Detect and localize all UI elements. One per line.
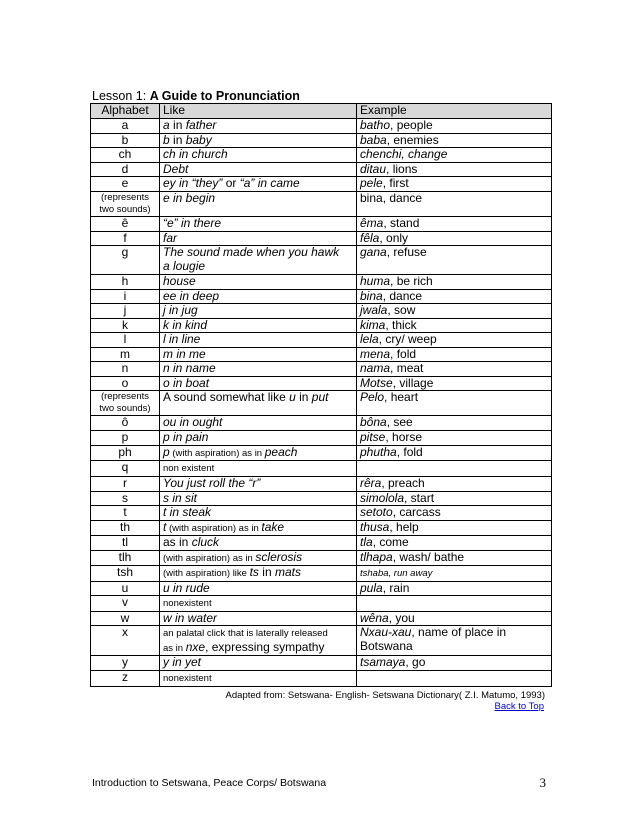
table-row (91, 506, 552, 521)
example-cell (357, 520, 552, 536)
text-segment: , refuse (386, 245, 427, 259)
example-cell (357, 304, 552, 319)
letter-cell: g (91, 246, 160, 275)
pronunciation-table (90, 103, 552, 687)
text-segment: , thick (385, 318, 417, 332)
like-cell (160, 536, 357, 551)
example-cell (357, 275, 552, 290)
letter-cell: h (91, 275, 160, 290)
table-row (91, 191, 552, 216)
text-segment: cluck (191, 535, 220, 549)
text-segment: n in name (163, 361, 216, 375)
example-cell (357, 119, 552, 134)
text-segment: tlhapa (360, 550, 393, 564)
like-cell (160, 376, 357, 391)
text-segment: sclerosis (255, 550, 303, 564)
text-segment: s in sit (163, 491, 198, 505)
letter-cell: th (91, 520, 160, 536)
text-segment: bina, dance (360, 191, 423, 205)
text-segment: father (185, 118, 217, 132)
text-segment: an palatal click that is laterally released (163, 628, 328, 639)
like-cell (160, 550, 357, 566)
text-segment: , village (392, 376, 434, 390)
like-cell (160, 333, 357, 348)
like-cell (160, 671, 357, 687)
text-segment: nxe (185, 639, 206, 654)
like-cell (160, 566, 357, 582)
table-row (91, 333, 552, 348)
letter-cell: (represents two sounds) (91, 191, 160, 216)
table-row (91, 431, 552, 446)
table-row (91, 304, 552, 319)
text-segment: take (261, 520, 285, 534)
like-cell (160, 275, 357, 290)
table-row (91, 162, 552, 177)
text-segment: in (169, 118, 186, 132)
letter-cell: tlh (91, 550, 160, 566)
letter-cell: t (91, 506, 160, 521)
letter-cell: s (91, 491, 160, 506)
text-segment: house (163, 274, 196, 288)
text-segment: “e” in there (163, 216, 222, 230)
text-segment: , first (382, 176, 409, 190)
text-segment: batho (360, 118, 391, 132)
text-segment: j in jug (163, 303, 198, 317)
text-segment: , stand (383, 216, 420, 230)
example-cell (357, 416, 552, 431)
table-row (91, 362, 552, 377)
table-header-row (91, 104, 552, 119)
example-cell (357, 133, 552, 148)
example-cell (357, 596, 552, 612)
letter-cell: tl (91, 536, 160, 551)
table-row (91, 596, 552, 612)
example-cell (357, 445, 552, 461)
text-segment: (with aspiration) as in (163, 552, 256, 564)
table-row (91, 611, 552, 626)
text-segment: baby (185, 133, 212, 147)
text-segment: , sow (387, 303, 416, 317)
text-segment: nonexistent (163, 598, 212, 609)
text-segment: , lions (386, 162, 418, 176)
example-cell (357, 318, 552, 333)
like-cell (160, 581, 357, 596)
example-cell (357, 376, 552, 391)
letter-cell: e (91, 177, 160, 192)
text-segment: y in yet (163, 655, 202, 669)
text-segment: ou in ought (163, 415, 223, 429)
text-segment: t (163, 520, 167, 534)
example-cell (357, 148, 552, 163)
text-segment: or (222, 176, 240, 190)
letter-cell: k (91, 318, 160, 333)
text-segment: wêna (360, 611, 389, 625)
text-segment: tshaba, run away (360, 568, 433, 579)
table-row (91, 246, 552, 275)
source-credit: Adapted from: Setswana- English- Setswana Dictionary( Z.I. Matumo, 1993) (225, 690, 545, 701)
text-segment: in (258, 565, 275, 579)
table-row (91, 461, 552, 477)
text-segment: tsamaya (360, 655, 406, 669)
text-segment: in (169, 133, 186, 147)
text-segment: bina (360, 289, 383, 303)
example-cell (357, 550, 552, 566)
text-segment: A sound somewhat like (163, 390, 290, 404)
text-segment: fêla (360, 231, 380, 245)
letter-cell: d (91, 162, 160, 177)
letter-cell: ô (91, 416, 160, 431)
example-cell (357, 191, 552, 216)
text-segment: , expressing sympathy (205, 639, 325, 654)
example-cell (357, 347, 552, 362)
like-cell (160, 347, 357, 362)
example-cell (357, 626, 552, 656)
text-segment: , name of place in (411, 625, 507, 639)
lesson-title-prefix: Lesson 1: (92, 89, 150, 103)
text-segment: ch in church (163, 147, 228, 161)
text-segment: Nxau-xau (360, 625, 412, 639)
letter-cell: v (91, 596, 160, 612)
like-cell (160, 491, 357, 506)
like-cell (160, 133, 357, 148)
like-cell (160, 216, 357, 231)
lesson-title-main: A Guide to Pronunciation (149, 89, 300, 103)
text-segment: , meat (390, 361, 424, 375)
text-segment: , fold (390, 347, 417, 361)
text-segment: peach (264, 445, 298, 459)
like-cell (160, 191, 357, 216)
text-segment: as in (163, 642, 186, 654)
text-segment: baba (360, 133, 387, 147)
text-segment: ee in deep (163, 289, 220, 303)
letter-cell: f (91, 231, 160, 246)
text-segment: , start (404, 491, 435, 505)
text-segment: , come (372, 535, 409, 549)
table-row (91, 177, 552, 192)
text-segment: , preach (381, 476, 425, 490)
example-cell (357, 431, 552, 446)
text-segment: (with aspiration) as in (169, 447, 265, 459)
letter-cell: u (91, 581, 160, 596)
letter-cell: r (91, 476, 160, 491)
letter-cell: m (91, 347, 160, 362)
letter-cell: i (91, 289, 160, 304)
text-segment: (with aspiration) like (163, 568, 250, 579)
like-cell (160, 611, 357, 626)
example-cell (357, 536, 552, 551)
like-cell (160, 431, 357, 446)
example-cell (357, 656, 552, 671)
table-row (91, 671, 552, 687)
text-segment: ditau (360, 162, 387, 176)
text-segment: non existent (163, 463, 215, 474)
example-cell (357, 491, 552, 506)
text-segment: , dance (382, 289, 423, 303)
like-cell (160, 391, 357, 416)
text-segment: pele (360, 176, 383, 190)
lesson-title (92, 89, 300, 103)
text-segment: kima (360, 318, 386, 332)
example-cell (357, 611, 552, 626)
text-segment: far (163, 231, 178, 245)
text-segment: w in water (163, 611, 218, 625)
back-to-top-link[interactable]: Back to Top (494, 701, 544, 712)
like-cell (160, 318, 357, 333)
example-cell (357, 231, 552, 246)
text-segment: setoto (360, 505, 393, 519)
table-row (91, 318, 552, 333)
table-row (91, 416, 552, 431)
header-alphabet: Alphabet (91, 104, 160, 119)
table-body (91, 119, 552, 687)
table-row (91, 391, 552, 416)
text-segment: huma (360, 274, 391, 288)
text-segment: m in me (163, 347, 206, 361)
text-segment: a lougie (163, 258, 206, 273)
text-segment: ts (249, 565, 259, 579)
text-segment: put (311, 390, 329, 404)
text-segment: b (163, 133, 170, 147)
table-row (91, 231, 552, 246)
text-segment: Pelo (360, 390, 385, 404)
table-row (91, 119, 552, 134)
text-segment: l in line (163, 332, 201, 346)
letter-cell: ch (91, 148, 160, 163)
table-row (91, 376, 552, 391)
table-row (91, 133, 552, 148)
text-segment: The sound made when you hawk (163, 245, 340, 259)
text-segment: a (163, 118, 170, 132)
example-cell (357, 671, 552, 687)
example-cell (357, 246, 552, 275)
text-segment: , carcass (392, 505, 441, 519)
text-segment: rêra (360, 476, 382, 490)
table-row (91, 216, 552, 231)
text-segment: as in (163, 535, 192, 549)
table-row (91, 289, 552, 304)
letter-cell: (represents two sounds) (91, 391, 160, 416)
text-segment: p in pain (163, 430, 209, 444)
example-cell (357, 162, 552, 177)
example-cell (357, 506, 552, 521)
table-row (91, 581, 552, 596)
letter-cell: y (91, 656, 160, 671)
text-segment: simolola (360, 491, 405, 505)
text-segment: pula (360, 581, 383, 595)
text-segment: ey in “they” (163, 176, 223, 190)
text-segment: t in steak (163, 505, 212, 519)
letter-cell: x (91, 626, 160, 656)
text-segment: gana (360, 245, 387, 259)
text-segment: nama (360, 361, 391, 375)
text-segment: pitse (360, 430, 386, 444)
text-segment: “a” in came (239, 176, 300, 190)
text-segment: in (295, 390, 312, 404)
text-segment: mats (274, 565, 301, 579)
table-row (91, 656, 552, 671)
header-example: Example (357, 104, 552, 119)
text-segment: u (289, 390, 296, 404)
text-segment: , enemies (386, 133, 439, 147)
like-cell (160, 231, 357, 246)
letter-cell: b (91, 133, 160, 148)
like-cell (160, 506, 357, 521)
text-segment: nonexistent (163, 673, 212, 684)
example-cell (357, 566, 552, 582)
text-segment: Motse (360, 376, 393, 390)
text-segment: , go (405, 655, 426, 669)
text-segment: , be rich (390, 274, 433, 288)
example-cell (357, 362, 552, 377)
text-segment: , you (388, 611, 415, 625)
text-segment: , only (379, 231, 409, 245)
text-segment: jwala (360, 303, 388, 317)
letter-cell: z (91, 671, 160, 687)
text-segment: , rain (382, 581, 410, 595)
letter-cell: l (91, 333, 160, 348)
text-segment: Botswana (360, 638, 413, 653)
example-cell (357, 333, 552, 348)
text-segment: u in rude (163, 581, 210, 595)
table-row (91, 550, 552, 566)
like-cell (160, 246, 357, 275)
like-cell (160, 596, 357, 612)
text-segment: , heart (384, 390, 419, 404)
text-segment: p (163, 445, 170, 459)
letter-cell: p (91, 431, 160, 446)
like-cell (160, 177, 357, 192)
example-cell (357, 581, 552, 596)
letter-cell: w (91, 611, 160, 626)
table-row (91, 566, 552, 582)
text-segment: , wash/ bathe (392, 550, 465, 564)
letter-cell: a (91, 119, 160, 134)
text-segment: o in boat (163, 376, 210, 390)
table-row (91, 520, 552, 536)
table-row (91, 445, 552, 461)
page-number: 3 (539, 775, 546, 790)
text-segment: tla (360, 535, 373, 549)
example-cell (357, 476, 552, 491)
table-row (91, 148, 552, 163)
header-like: Like (160, 104, 357, 119)
like-cell (160, 656, 357, 671)
text-segment: (with aspiration) as in (166, 522, 262, 534)
text-segment: e in begin (163, 191, 216, 205)
text-segment: thusa (360, 520, 390, 534)
letter-cell: n (91, 362, 160, 377)
text-segment: phutha (360, 445, 397, 459)
table-row (91, 626, 552, 656)
text-segment: , cry/ weep (378, 332, 437, 346)
like-cell (160, 626, 357, 656)
letter-cell: q (91, 461, 160, 477)
text-segment: , horse (385, 430, 423, 444)
table-row (91, 275, 552, 290)
text-segment: , help (389, 520, 419, 534)
text-segment: , people (390, 118, 433, 132)
like-cell (160, 289, 357, 304)
like-cell (160, 461, 357, 477)
table-row (91, 347, 552, 362)
text-segment: êma (360, 216, 384, 230)
letter-cell: ph (91, 445, 160, 461)
table-row (91, 476, 552, 491)
text-segment: Debt (163, 162, 189, 176)
example-cell (357, 391, 552, 416)
letter-cell: ê (91, 216, 160, 231)
example-cell (357, 461, 552, 477)
table-row (91, 491, 552, 506)
text-segment: mena (360, 347, 391, 361)
like-cell (160, 162, 357, 177)
text-segment: lela (360, 332, 379, 346)
text-segment: k in kind (163, 318, 208, 332)
text-segment: , fold (396, 445, 423, 459)
example-cell (357, 289, 552, 304)
like-cell (160, 445, 357, 461)
like-cell (160, 362, 357, 377)
like-cell (160, 304, 357, 319)
table-row (91, 536, 552, 551)
letter-cell: tsh (91, 566, 160, 582)
letter-cell: j (91, 304, 160, 319)
example-cell (357, 177, 552, 192)
text-segment: You just roll the “r” (163, 476, 261, 490)
text-segment: , see (386, 415, 413, 429)
like-cell (160, 119, 357, 134)
like-cell (160, 416, 357, 431)
like-cell (160, 148, 357, 163)
letter-cell: o (91, 376, 160, 391)
example-cell (357, 216, 552, 231)
text-segment: bôna (360, 415, 387, 429)
footer-text: Introduction to Setswana, Peace Corps/ Botswana (92, 777, 327, 789)
text-segment: chenchi, change (360, 147, 448, 161)
like-cell (160, 520, 357, 536)
like-cell (160, 476, 357, 491)
